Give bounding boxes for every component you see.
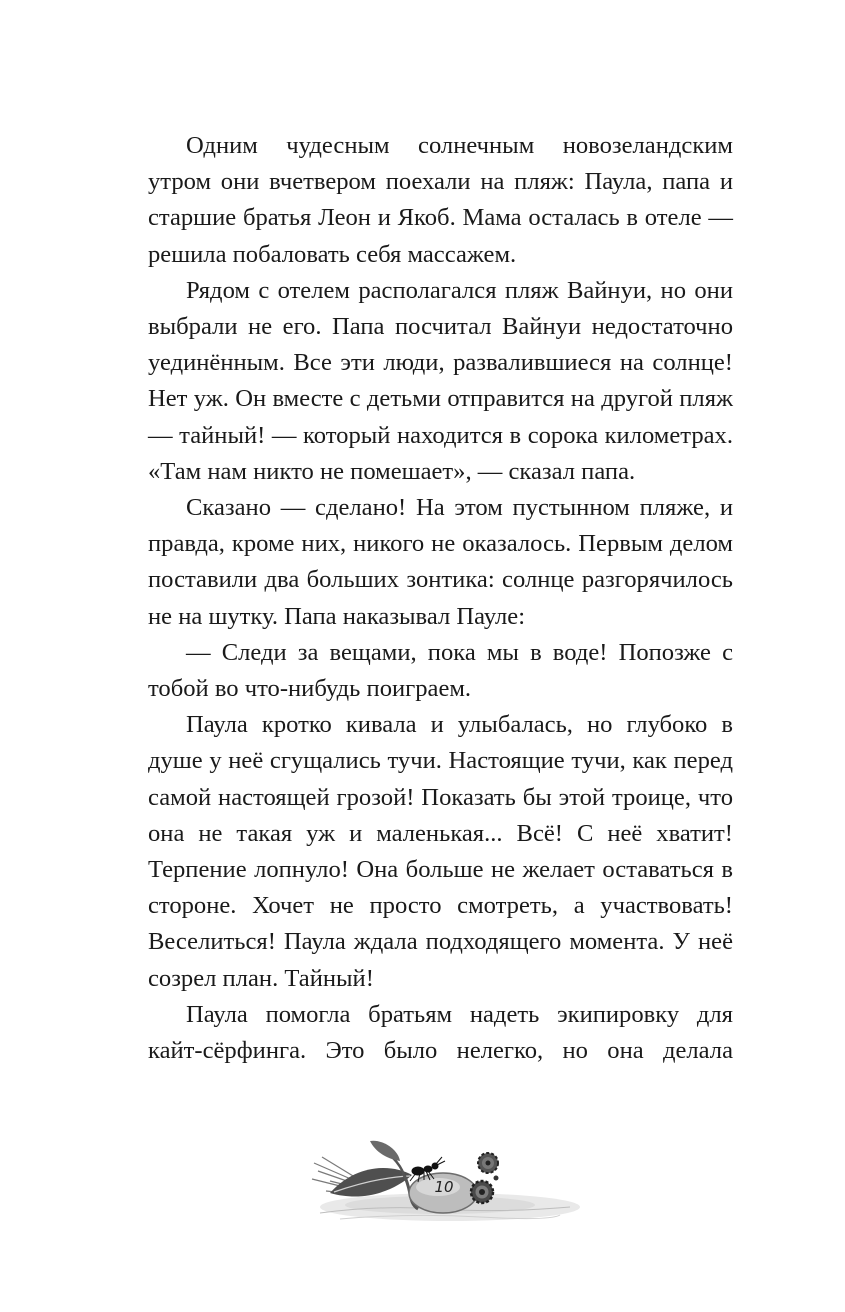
page-text: [148, 128, 733, 1069]
paragraph-3: Сказано — сделано! На этом пустынном пляже, и правда, кроме них, никого не оказалось. Первым делом поставили два больших зонтика: солнце разгорячилось не на шутку. Папа наказывал Пауле:: [148, 494, 733, 630]
paragraph-6: Паула помогла братьям надеть экипировку для кайт-сёрфинга. Это было нелегко, но она делала: [148, 1000, 733, 1065]
paragraph-2: Рядом с отелем располагался пляж Вайнуи, но они выбрали не его. Папа посчитал Вайнуи недостаточно уединённым. Все эти люди, развалившиеся на солнце! Нет уж. Он вместе с детьми отправится на другой пляж — тайный! — который находится в сорока километрах. «Там нам никто не помешает», — сказал папа.: [148, 276, 733, 485]
paragraph-1: Одним чудесным солнечным новозеландским утром они вчетвером поехали на пляж: Паула, папа и старшие братья Леон и Якоб. Мама осталась в отеле — решила побаловать себя массажем.: [148, 132, 733, 268]
paragraph-5: Паула кротко кивала и улыбалась, но глубоко в душе у неё сгущались тучи. Настоящие тучи, как перед самой настоящей грозой! Показать бы этой троице, что она не такая уж и маленькая... Всё! С неё хватит! Терпение лопнуло! Она больше не желает оставаться в стороне. Хочет не просто смотреть, а участвовать! Веселиться! Паула ждала подходящего момента. У неё созрел план. Тайный!: [148, 711, 733, 992]
page-number: 10: [434, 1178, 454, 1196]
paragraph-4: — Следи за вещами, пока мы в воде! Попозже с тобой во что-нибудь поиграем.: [148, 638, 733, 703]
